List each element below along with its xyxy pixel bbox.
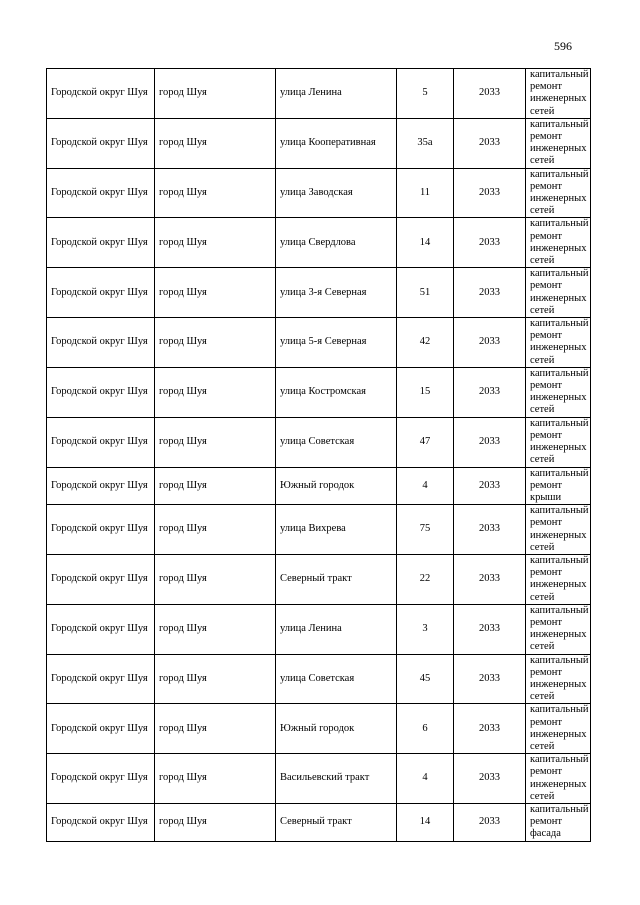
work-type-cell: капитальный ремонт инженерных сетей	[526, 168, 591, 218]
settlement-cell: город Шуя	[155, 417, 276, 467]
year-cell: 2033	[454, 754, 526, 804]
municipality-cell: Городской округ Шуя	[47, 704, 155, 754]
house-number-cell: 11	[397, 168, 454, 218]
work-type-cell: капитальный ремонт инженерных сетей	[526, 318, 591, 368]
table-row	[47, 604, 591, 654]
municipality-cell: Городской округ Шуя	[47, 118, 155, 168]
table-row	[47, 218, 591, 268]
table-row	[47, 803, 591, 841]
table-row	[47, 268, 591, 318]
year-cell: 2033	[454, 803, 526, 841]
house-number-cell: 15	[397, 367, 454, 417]
street-cell: улица Советская	[276, 654, 397, 704]
municipality-cell: Городской округ Шуя	[47, 318, 155, 368]
year-cell: 2033	[454, 604, 526, 654]
municipality-cell: Городской округ Шуя	[47, 505, 155, 555]
municipality-cell: Городской округ Шуя	[47, 803, 155, 841]
street-cell: улица Ленина	[276, 69, 397, 119]
municipality-cell: Городской округ Шуя	[47, 69, 155, 119]
house-number-cell: 22	[397, 554, 454, 604]
table-row	[47, 118, 591, 168]
street-cell: Южный городок	[276, 704, 397, 754]
municipality-cell: Городской округ Шуя	[47, 754, 155, 804]
settlement-cell: город Шуя	[155, 268, 276, 318]
house-number-cell: 14	[397, 218, 454, 268]
table-row	[47, 505, 591, 555]
work-type-cell: капитальный ремонт инженерных сетей	[526, 604, 591, 654]
table-row	[47, 168, 591, 218]
street-cell: улица Советская	[276, 417, 397, 467]
table-row	[47, 417, 591, 467]
table-row	[47, 69, 591, 119]
street-cell: Северный тракт	[276, 803, 397, 841]
table-row	[47, 704, 591, 754]
year-cell: 2033	[454, 318, 526, 368]
street-cell: Южный городок	[276, 467, 397, 505]
street-cell: улица Кооперативная	[276, 118, 397, 168]
settlement-cell: город Шуя	[155, 318, 276, 368]
work-type-cell: капитальный ремонт инженерных сетей	[526, 554, 591, 604]
work-type-cell: капитальный ремонт инженерных сетей	[526, 268, 591, 318]
table-row	[47, 754, 591, 804]
house-number-cell: 4	[397, 467, 454, 505]
work-type-cell: капитальный ремонт инженерных сетей	[526, 118, 591, 168]
year-cell: 2033	[454, 417, 526, 467]
work-type-cell: капитальный ремонт инженерных сетей	[526, 505, 591, 555]
street-cell: улица Костромская	[276, 367, 397, 417]
housing-repair-table	[46, 68, 591, 842]
settlement-cell: город Шуя	[155, 803, 276, 841]
table-row	[47, 554, 591, 604]
municipality-cell: Городской округ Шуя	[47, 367, 155, 417]
street-cell: Северный тракт	[276, 554, 397, 604]
house-number-cell: 6	[397, 704, 454, 754]
street-cell: улица Вихрева	[276, 505, 397, 555]
house-number-cell: 35а	[397, 118, 454, 168]
work-type-cell: капитальный ремонт инженерных сетей	[526, 417, 591, 467]
house-number-cell: 4	[397, 754, 454, 804]
street-cell: улица 3-я Северная	[276, 268, 397, 318]
year-cell: 2033	[454, 268, 526, 318]
settlement-cell: город Шуя	[155, 604, 276, 654]
settlement-cell: город Шуя	[155, 704, 276, 754]
year-cell: 2033	[454, 554, 526, 604]
work-type-cell: капитальный ремонт фасада	[526, 803, 591, 841]
house-number-cell: 14	[397, 803, 454, 841]
work-type-cell: капитальный ремонт инженерных сетей	[526, 367, 591, 417]
settlement-cell: город Шуя	[155, 218, 276, 268]
municipality-cell: Городской округ Шуя	[47, 218, 155, 268]
year-cell: 2033	[454, 704, 526, 754]
municipality-cell: Городской округ Шуя	[47, 417, 155, 467]
house-number-cell: 5	[397, 69, 454, 119]
table-row	[47, 467, 591, 505]
year-cell: 2033	[454, 467, 526, 505]
settlement-cell: город Шуя	[155, 118, 276, 168]
year-cell: 2033	[454, 218, 526, 268]
table-row	[47, 654, 591, 704]
work-type-cell: капитальный ремонт крыши	[526, 467, 591, 505]
year-cell: 2033	[454, 654, 526, 704]
municipality-cell: Городской округ Шуя	[47, 168, 155, 218]
municipality-cell: Городской округ Шуя	[47, 268, 155, 318]
year-cell: 2033	[454, 505, 526, 555]
municipality-cell: Городской округ Шуя	[47, 654, 155, 704]
street-cell: Васильевский тракт	[276, 754, 397, 804]
work-type-cell: капитальный ремонт инженерных сетей	[526, 654, 591, 704]
street-cell: улица 5-я Северная	[276, 318, 397, 368]
year-cell: 2033	[454, 168, 526, 218]
settlement-cell: город Шуя	[155, 654, 276, 704]
house-number-cell: 45	[397, 654, 454, 704]
settlement-cell: город Шуя	[155, 69, 276, 119]
settlement-cell: город Шуя	[155, 505, 276, 555]
work-type-cell: капитальный ремонт инженерных сетей	[526, 754, 591, 804]
municipality-cell: Городской округ Шуя	[47, 554, 155, 604]
municipality-cell: Городской округ Шуя	[47, 467, 155, 505]
house-number-cell: 75	[397, 505, 454, 555]
year-cell: 2033	[454, 69, 526, 119]
year-cell: 2033	[454, 367, 526, 417]
house-number-cell: 51	[397, 268, 454, 318]
street-cell: улица Свердлова	[276, 218, 397, 268]
house-number-cell: 42	[397, 318, 454, 368]
municipality-cell: Городской округ Шуя	[47, 604, 155, 654]
table-row	[47, 367, 591, 417]
house-number-cell: 47	[397, 417, 454, 467]
house-number-cell: 3	[397, 604, 454, 654]
street-cell: улица Заводская	[276, 168, 397, 218]
page-number: 596	[554, 39, 572, 53]
settlement-cell: город Шуя	[155, 367, 276, 417]
settlement-cell: город Шуя	[155, 467, 276, 505]
work-type-cell: капитальный ремонт инженерных сетей	[526, 218, 591, 268]
year-cell: 2033	[454, 118, 526, 168]
settlement-cell: город Шуя	[155, 554, 276, 604]
work-type-cell: капитальный ремонт инженерных сетей	[526, 704, 591, 754]
street-cell: улица Ленина	[276, 604, 397, 654]
settlement-cell: город Шуя	[155, 168, 276, 218]
table-row	[47, 318, 591, 368]
settlement-cell: город Шуя	[155, 754, 276, 804]
work-type-cell: капитальный ремонт инженерных сетей	[526, 69, 591, 119]
